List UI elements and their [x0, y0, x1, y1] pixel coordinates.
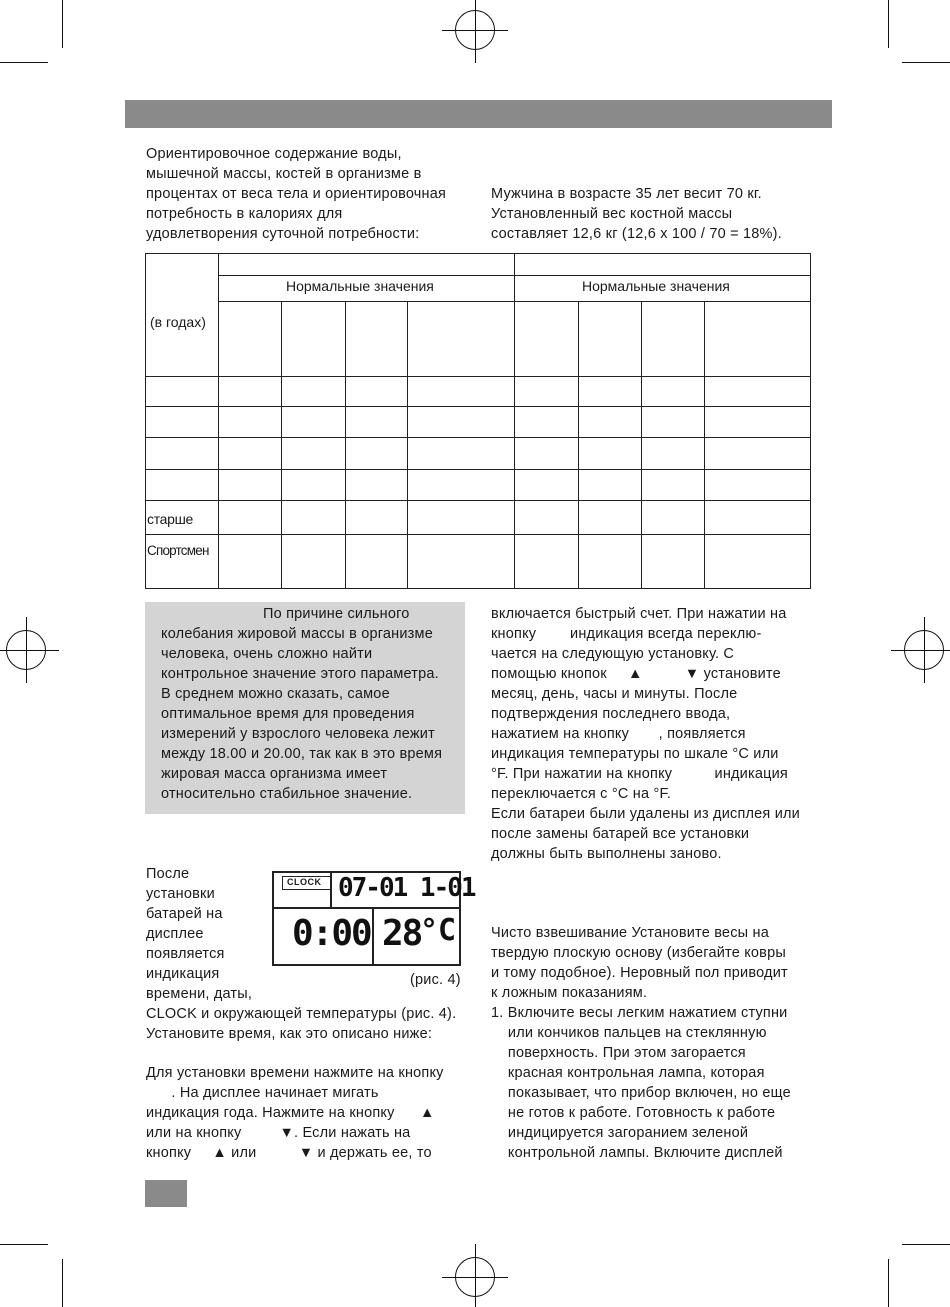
row-label-older: старше [147, 511, 194, 527]
figure-caption: (рис. 4) [410, 972, 461, 988]
lcd-temp-unit: °C [420, 913, 457, 948]
lcd-display-figure [272, 871, 475, 966]
intro-right-text: Мужчина в возрасте 35 лет весит 70 кг. Установленный вес костной массы составляет 12,6 кг (12,6 x 100 / 70 = 18%). [491, 186, 782, 242]
clock-indicator: CLOCK [282, 876, 332, 890]
left-full-text: CLOCK и окружающей температуры (рис. 4). Установите время, как это описано ниже: [146, 1006, 457, 1042]
left-bottom-text: Для установки времени нажмите на кнопку . На дисплее начинает мигать индикация года. Нажмите на кнопку ▲ или на кнопку ▼. Если нажать на кнопку ▲ или ▼ и держать ее, то [146, 1065, 444, 1161]
row-label-athlete: Спортсмен [147, 543, 209, 558]
crop-mark [902, 1244, 950, 1245]
crop-mark [0, 1244, 48, 1245]
registration-mark-icon [904, 630, 944, 670]
section-header-bar [125, 100, 832, 128]
left-narrow-text: После установки батарей на дисплее появляется индикация времени, даты, [146, 866, 253, 1002]
crop-mark [62, 0, 63, 48]
age-column-label: (в годах) [150, 314, 206, 330]
crop-mark [902, 62, 950, 63]
body-composition-table [145, 253, 811, 589]
normal-values-header-right: Нормальные значения [582, 278, 730, 294]
note-box-text: По причине сильного колебания жировой массы в организме человека, очень сложно найти контрольное значение этого параметра. В среднем можно сказать, самое оптимальное время для проведения измерений у взрослого человека лежит между 18.00 и 20.00, так как в это время жировая масса организма имеет относительно стабильное значение. [161, 606, 443, 802]
right-bottom-intro: Чисто взвешивание Установите весы на твердую плоскую основу (избегайте ковры и тому подобное). Неровный пол приводит к ложным показаниям. [491, 925, 788, 1001]
crop-mark [62, 1259, 63, 1307]
registration-mark-icon [455, 10, 495, 50]
registration-mark-icon [6, 630, 46, 670]
crop-mark [0, 62, 48, 63]
registration-mark-icon [455, 1257, 495, 1297]
crop-mark [888, 0, 889, 48]
right-bottom-list-item-1: 1. Включите весы легким нажатием ступни или кончиков пальцев на стеклянную поверхность. При этом загорается красная контрольная лампа, которая показывает, что прибор включен, но еще не готов к работе. Готовность к работе индицируется загоранием зеленой контрольной лампы. Включите дисплей [491, 1005, 791, 1161]
lcd-temp-digits: 28 [382, 913, 422, 954]
page-number-block [145, 1180, 187, 1207]
lcd-time-digits: 0:00 [292, 913, 371, 954]
right-column-top-text: включается быстрый счет. При нажатии на кнопку индикация всегда переклю- чается на следующую установку. С помощью кнопок ▲ ▼ установите месяц, день, часы и минуты. После подтверждения последнего ввода, нажатием на кнопку , появляется индикация температуры по шкале °C или °F. При нажатии на кнопку индикация переключается с °C на °F. Если батареи были удалены из дисплея или после замены батарей все установки должны быть выполнены заново. [491, 606, 800, 862]
intro-left-text: Ориентировочное содержание воды, мышечной массы, костей в организме в процентах от веса тела и ориентировочная потребность в калориях для удовлетворения суточной потребности: [146, 146, 447, 242]
normal-values-header-left: Нормальные значения [286, 278, 434, 294]
crop-mark [888, 1259, 889, 1307]
lcd-date-digits: 07-01 1-01 [338, 873, 475, 903]
